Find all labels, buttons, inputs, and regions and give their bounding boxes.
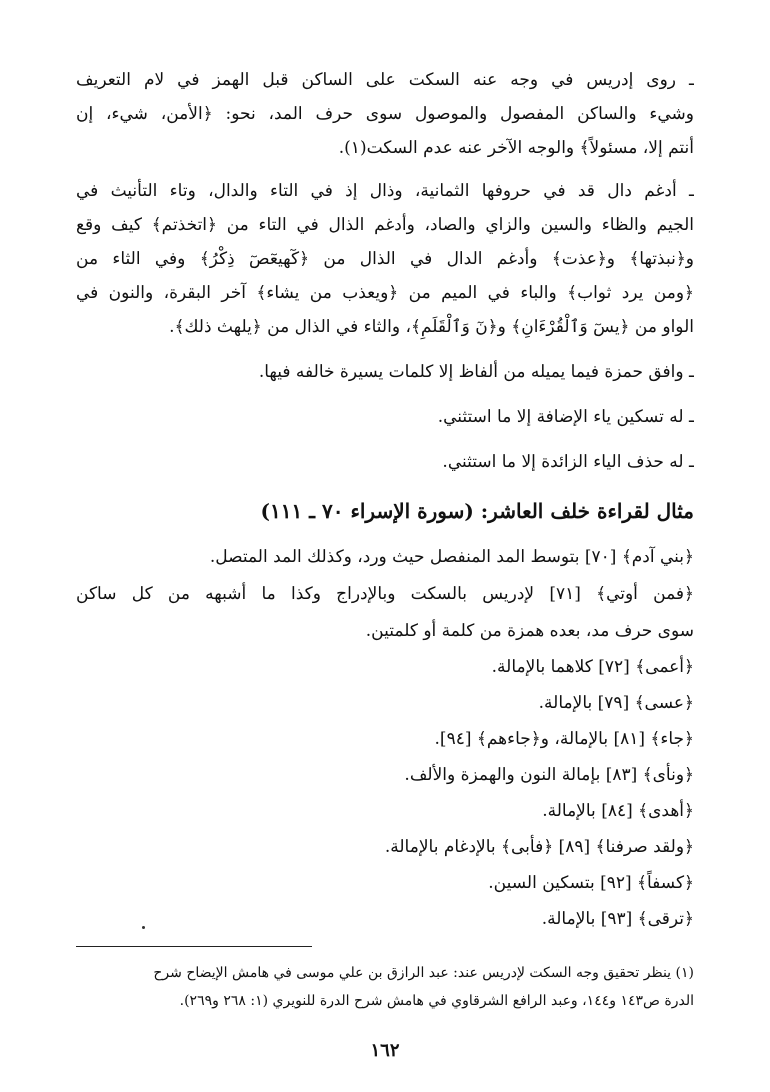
paragraph1-line-1: ـ روى إدريس في وجه عنه السكت على الساكن قبل الهمز في لام التعريف [76,70,694,90]
paragraph1-line-2: وشيء والساكن المفصول والموصول سوى حرف المد، نحو: ﴿الأمن، شيء، إن [76,104,694,124]
example-line-6: ﴿ولقد صرفنا﴾ [٨٩] ﴿فأبى﴾ بالإدغام بالإمالة. [384,837,694,857]
paragraph2-line-1: ـ أدغم دال قد في حروفها الثمانية، وذال إذ في التاء والدال، وتاء التأنيث في [76,181,694,201]
section-heading: مثال لقراءة خلف العاشر: (سورة الإسراء ٧٠ ـ ١١١) [260,499,694,523]
example-line-4: ﴿ونأى﴾ [٨٣] بإمالة النون والهمزة والألف. [404,765,694,785]
paragraph3-line-3: سوى حرف مد، بعده همزة من كلمة أو كلمتين. [365,621,694,641]
stray-dot [142,926,145,929]
paragraph2-line-4: ﴿ومن يرد ثواب﴾ والباء في الميم من ﴿ويعذب من يشاء﴾ آخر البقرة، والنون في [76,283,694,303]
example-line-5: ﴿أهدى﴾ [٨٤] بالإمالة. [542,801,694,821]
paragraph2-line-5: الواو من ﴿يسٓ وَٱلْقُرْءَانِ﴾ و﴿نٓ وَٱلْقَلَمِ﴾، والثاء في الذال من ﴿يلهث ذلك﴾. [169,317,694,337]
footnote-line-2: الدرة ص١٤٣ و١٤٤، وعبد الرافع الشرقاوي في هامش شرح الدرة للنويري (١: ٢٦٨ و٢٦٩). [179,993,694,1009]
paragraph2-line-3: و﴿نبذتها﴾ و﴿عذت﴾ وأدغم الدال في الذال من ﴿كٓهيعٓصٓ ذِكْرُ﴾ وفي الثاء من [76,249,694,269]
paragraph3-line-1: ﴿بني آدم﴾ [٧٠] بتوسط المد المنفصل حيث ورد، وكذلك المد المتصل. [209,547,694,567]
footnote-line-1: (١) ينظر تحقيق وجه السكت لإدريس عند: عبد الرازق بن علي موسى في هامش الإيضاح شرح [153,965,694,981]
example-line-1: ﴿أعمى﴾ [٧٢] كلاهما بالإمالة. [491,657,694,677]
page-number: ١٦٢ [370,1040,400,1061]
example-line-8: ﴿ترقى﴾ [٩٣] بالإمالة. [541,909,694,929]
footnote-separator [76,946,312,947]
rule-line-2: ـ له تسكين ياء الإضافة إلا ما استثني. [437,407,694,427]
example-line-3: ﴿جاء﴾ [٨١] بالإمالة، و﴿جاءهم﴾ [٩٤]. [434,729,694,749]
rule-line-1: ـ وافق حمزة فيما يميله من ألفاظ إلا كلمات يسيرة خالفه فيها. [258,362,694,382]
example-line-7: ﴿كسفاً﴾ [٩٢] بتسكين السين. [488,873,694,893]
paragraph2-line-2: الجيم والظاء والسين والزاي والصاد، وأدغم الذال في التاء من ﴿اتخذتم﴾ كيف وقع [76,215,694,235]
example-line-2: ﴿عسى﴾ [٧٩] بالإمالة. [538,693,694,713]
paragraph3-line-2: ﴿فمن أوتي﴾ [٧١] لإدريس بالسكت وبالإدراج وكذا ما أشبهه من كل ساكن [76,584,694,604]
paragraph1-line-3: أنتم إلا، مسئولاً﴾ والوجه الآخر عنه عدم السكت(١). [338,138,694,158]
rule-line-3: ـ له حذف الياء الزائدة إلا ما استثني. [442,452,694,472]
